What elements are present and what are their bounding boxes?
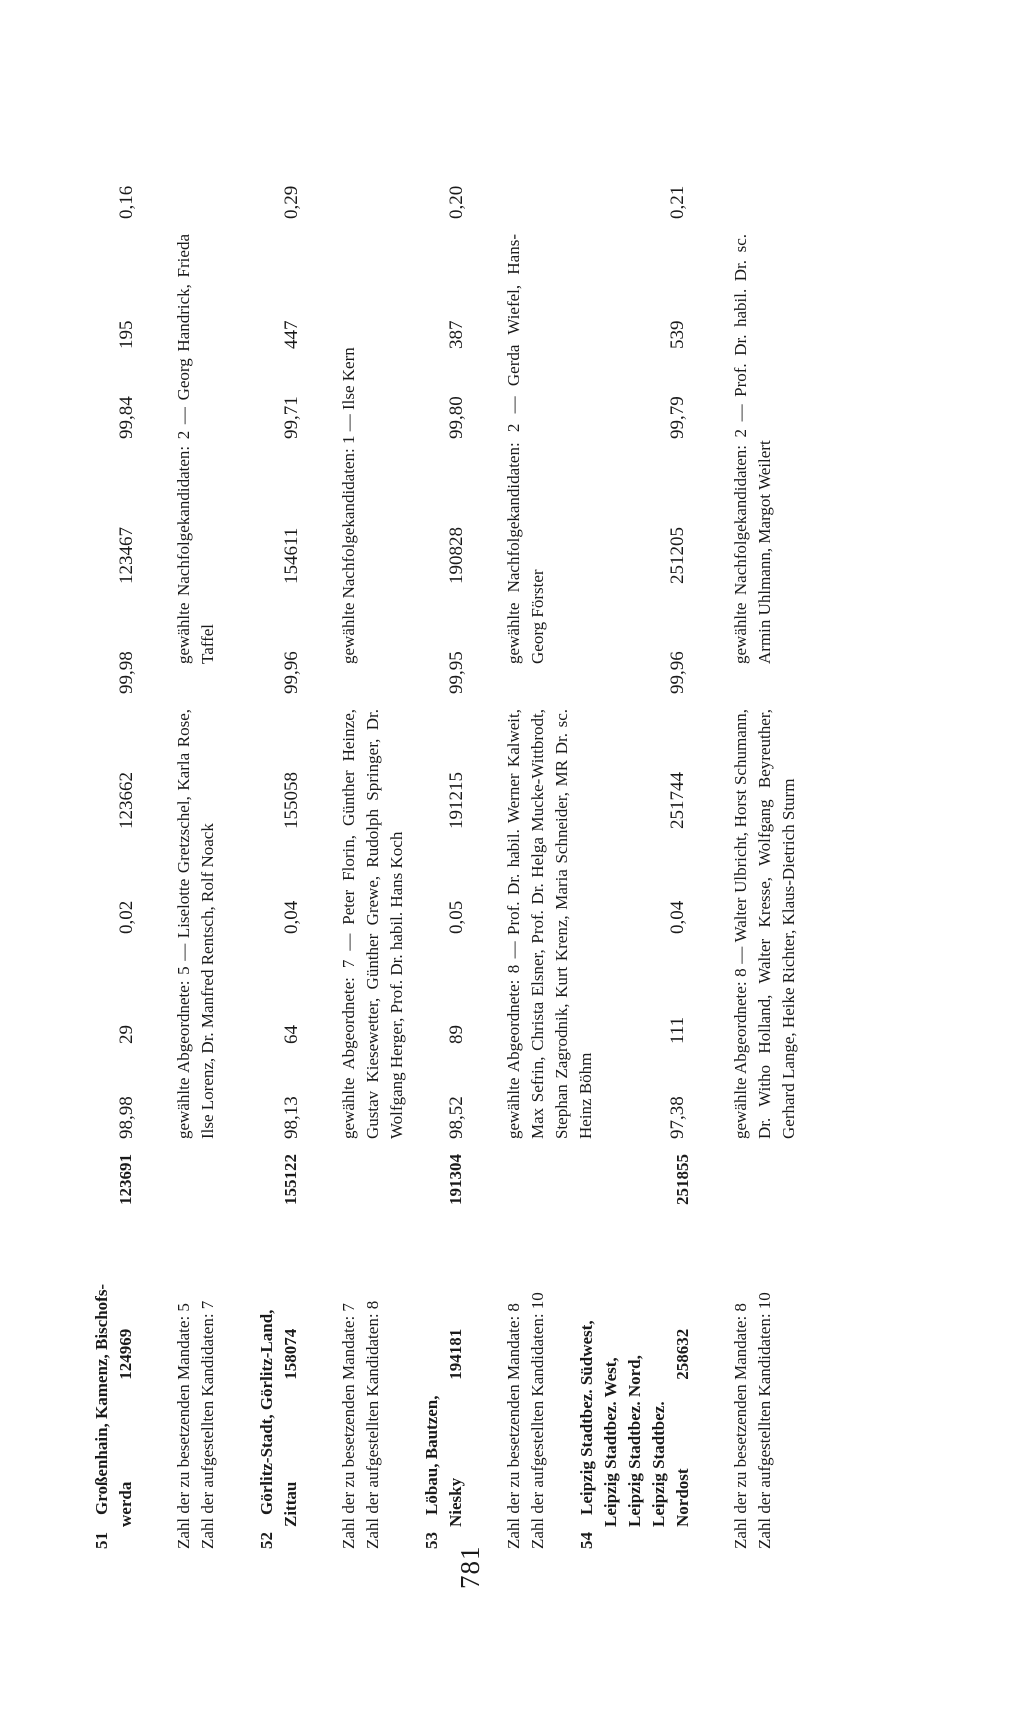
district-details: [729, 29, 801, 1549]
candidates-count: 10: [528, 1292, 547, 1310]
votes-cast: 251855: [673, 1153, 692, 1205]
district-name-line: Löbau, Bautzen,: [422, 1395, 441, 1515]
no-votes: 447: [281, 320, 302, 349]
elected-deputies: gewählte Abgeordnete: 8 — Walter Ulbricht, Horst Schumann, Dr. Witho Holland, Walter Kresse, Wolfgang Beyreuther, Gerhard Lange, Heike Richter, Klaus-Dietrich Sturm: [731, 709, 798, 1139]
invalid-votes: 111: [667, 1016, 688, 1044]
seats-label: Zahl der zu besetzenden Mandate:: [174, 1315, 193, 1549]
district-name-last: werda: [116, 1481, 135, 1527]
candidates-label: Zahl der aufgestellten Kandidaten:: [755, 1313, 774, 1549]
invalid-pct: 0,04: [281, 900, 302, 934]
no-votes: 195: [116, 320, 137, 349]
invalid-votes: 64: [281, 1025, 302, 1044]
results-row: [279, 149, 305, 1139]
district-54: [575, 29, 801, 1549]
elected-deputies: gewählte Abgeordnete: 8 — Prof. Dr. habil. Werner Kalweit, Max Sefrin, Christa Elsner, Prof. Dr. Helga Mucke-Wittbrodt, Stephan Zagrodnik, Kurt Krenz, Maria Schneider, MR Dr. sc. Heinz Böhm: [504, 709, 595, 1139]
district-details: [172, 29, 220, 1549]
district-heading: [575, 1154, 695, 1549]
mandate-labels: [172, 1139, 220, 1549]
votes-cast: 155122: [281, 1153, 300, 1205]
valid-votes: 191215: [446, 772, 467, 829]
valid-pct: 99,96: [281, 651, 302, 694]
no-pct: 0,16: [116, 185, 137, 219]
yes-pct: 99,80: [446, 396, 467, 439]
district-name-line: Leipzig Stadtbez.: [649, 1401, 668, 1527]
yes-pct: 99,84: [116, 396, 137, 439]
elected-deputies: gewählte Abgeordnete: 7 — Peter Florin, Günther Heinze, Gustav Kiesewetter, Günther Grewe, Rudolph Springer, Dr. Wolfgang Herger, Prof. Dr. habil. Hans Koch: [339, 709, 406, 1139]
valid-pct: 99,95: [446, 651, 467, 694]
no-votes: 539: [667, 320, 688, 349]
page-number: 781: [455, 1545, 485, 1589]
invalid-votes: 29: [116, 1025, 137, 1044]
yes-votes: 123467: [116, 527, 137, 584]
elected-substitutes: gewählte Nachfolgekandidaten: 1 — Ilse Kern: [339, 347, 358, 664]
no-votes: 387: [446, 320, 467, 349]
turnout-pct: 98,13: [281, 1096, 302, 1139]
no-pct: 0,21: [667, 185, 688, 219]
elected-deputies: gewählte Abgeordnete: 5 — Liselotte Gretzschel, Karla Rose, Ilse Lorenz, Dr. Manfred Rentsch, Rolf Noack: [174, 709, 217, 1139]
seats-count: 8: [731, 1303, 750, 1312]
district-heading: [420, 1154, 468, 1549]
district-number: 53: [422, 1532, 441, 1549]
seats-count: 7: [339, 1303, 358, 1312]
district-51: [90, 29, 220, 1549]
seats-label: Zahl der zu besetzenden Mandate:: [339, 1315, 358, 1549]
mandate-labels: [729, 1139, 801, 1549]
yes-votes: 251205: [667, 527, 688, 584]
invalid-pct: 0,05: [446, 900, 467, 934]
registered-voters: 158074: [281, 1328, 300, 1380]
district-name-last: Nordost: [673, 1468, 692, 1527]
district-52: [255, 29, 409, 1549]
no-pct: 0,20: [446, 185, 467, 219]
candidates-count: 7: [198, 1300, 217, 1310]
seats-count: 5: [174, 1303, 193, 1312]
yes-votes: 190828: [446, 527, 467, 584]
district-details: [337, 29, 409, 1549]
elected-substitutes: gewählte Nachfolgekandidaten: 2 — Gerda Wiefel, Hans-Georg Förster: [504, 234, 547, 664]
invalid-votes: 89: [446, 1025, 467, 1044]
results-row: [444, 149, 470, 1139]
district-name-line: Görlitz-Stadt, Görlitz-Land,: [257, 1309, 276, 1515]
yes-pct: 99,71: [281, 396, 302, 439]
candidates-label: Zahl der aufgestellten Kandidaten:: [363, 1313, 382, 1549]
district-name-line: Leipzig Stadtbez. Südwest,: [577, 1320, 596, 1515]
results-row: [665, 149, 691, 1139]
mandate-labels: [337, 1139, 409, 1549]
votes-cast: 191304: [446, 1153, 465, 1205]
valid-votes: 155058: [281, 772, 302, 829]
candidates-label: Zahl der aufgestellten Kandidaten:: [198, 1313, 217, 1549]
candidates-label: Zahl der aufgestellten Kandidaten:: [528, 1313, 547, 1549]
no-pct: 0,29: [281, 185, 302, 219]
seats-count: 8: [504, 1303, 523, 1312]
elected-substitutes: gewählte Nachfolgekandidaten: 2 — Prof. Dr. habil. Dr. sc. Armin Uhlmann, Margot Weilert: [731, 234, 774, 664]
district-heading: [90, 1154, 138, 1549]
registered-voters: 258632: [673, 1328, 692, 1380]
district-number: 54: [577, 1532, 596, 1549]
district-53: [420, 29, 598, 1549]
district-name-line: Leipzig Stadtbez. West,: [601, 1357, 620, 1527]
seats-label: Zahl der zu besetzenden Mandate:: [504, 1315, 523, 1549]
invalid-pct: 0,04: [667, 900, 688, 934]
registered-voters: 124969: [116, 1328, 135, 1380]
turnout-pct: 97,38: [667, 1096, 688, 1139]
district-name-last: Niesky: [446, 1477, 465, 1527]
district-name-line: Leipzig Stadtbez. Nord,: [625, 1355, 644, 1527]
valid-pct: 99,98: [116, 651, 137, 694]
candidates-count: 10: [755, 1292, 774, 1310]
turnout-pct: 98,98: [116, 1096, 137, 1139]
yes-pct: 99,79: [667, 396, 688, 439]
valid-votes: 251744: [667, 772, 688, 829]
elected-substitutes: gewählte Nachfolgekandidaten: 2 — Georg Handrick, Frieda Taffel: [174, 234, 217, 664]
district-name-last: Zittau: [281, 1481, 300, 1527]
seats-label: Zahl der zu besetzenden Mandate:: [731, 1315, 750, 1549]
results-row: [114, 149, 140, 1139]
votes-cast: 123691: [116, 1153, 135, 1205]
district-name-line: Großenhain, Kamenz, Bischofs-: [92, 1283, 111, 1515]
district-number: 51: [92, 1532, 111, 1549]
turnout-pct: 98,52: [446, 1096, 467, 1139]
invalid-pct: 0,02: [116, 900, 137, 934]
candidates-count: 8: [363, 1300, 382, 1310]
valid-votes: 123662: [116, 772, 137, 829]
registered-voters: 194181: [446, 1328, 465, 1380]
district-heading: [255, 1154, 303, 1549]
yes-votes: 154611: [281, 527, 302, 584]
district-number: 52: [257, 1532, 276, 1549]
valid-pct: 99,96: [667, 651, 688, 694]
